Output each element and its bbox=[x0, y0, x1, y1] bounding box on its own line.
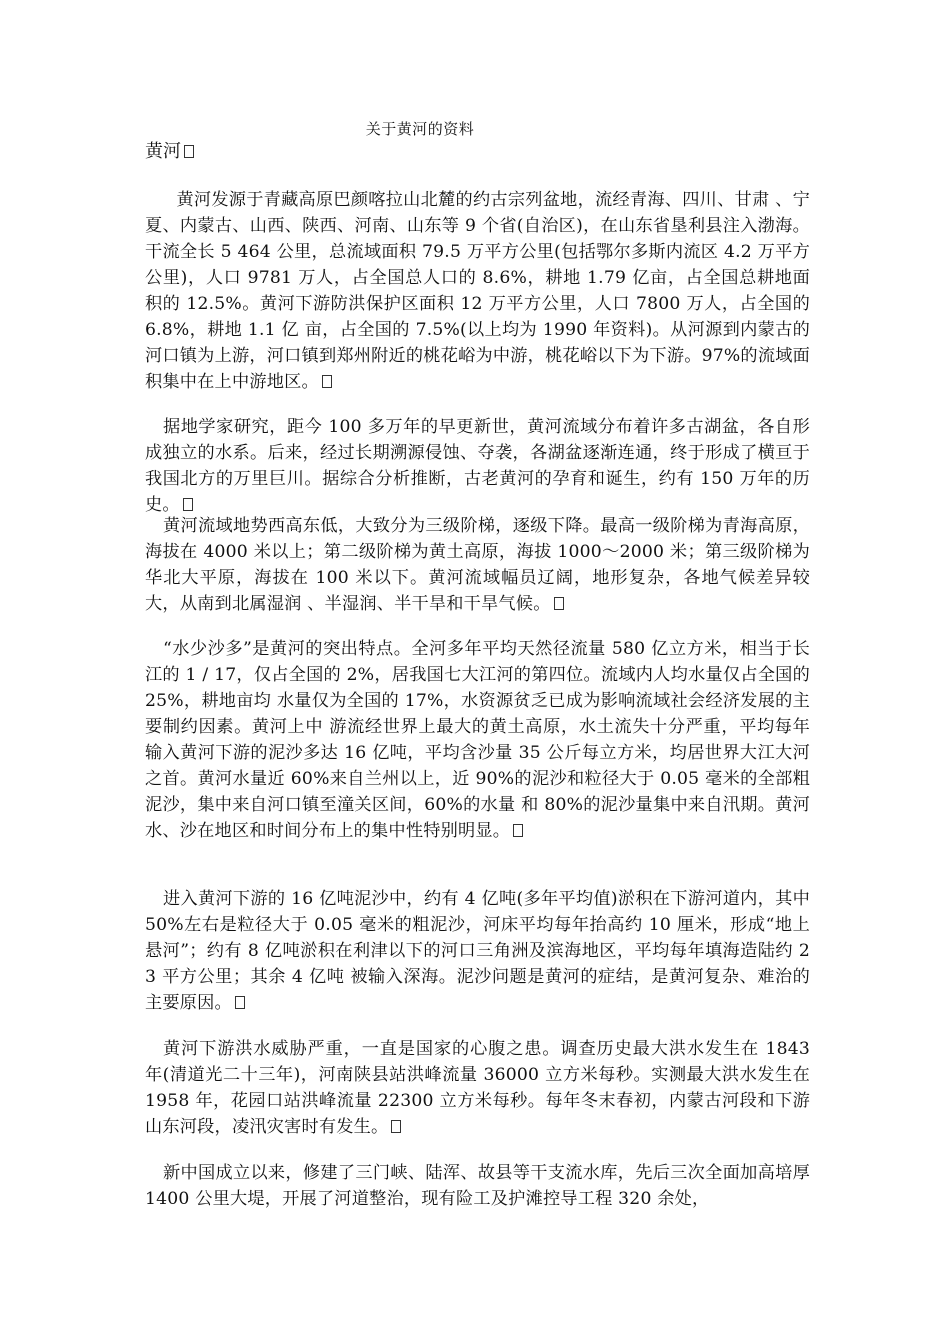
document-title: 关于黄河的资料 bbox=[365, 120, 475, 138]
placeholder-box-icon bbox=[391, 1120, 401, 1133]
paragraph-2-text: 据地学家研究，距今 100 多万年的早更新世，黄河流域分布着许多古湖盆，各自形成独立的水系。后来，经过长期溯源侵蚀、夺袭，各湖盆逐渐连通，终于形成了横亘于我国北方的万里巨川。据综合分析推断，古老黄河的孕育和诞生，约有 150 万年的历史。 bbox=[145, 417, 810, 515]
paragraph-5 bbox=[145, 886, 810, 1016]
paragraph-5-text: 进入黄河下游的 16 亿吨泥沙中，约有 4 亿吨(多年平均值)淤积在下游河道内，其中 50%左右是粒径大于 0.05 毫米的粗泥沙，河床平均每年抬高约 10 厘米，形成“地上悬河”；约有 8 亿吨淤积在利津以下的河口三角洲及滨海地区，平均每年填海造陆约 23 平方公里；其余 4 亿吨 被输入深海。泥沙问题是黄河的症结，是黄河复杂、难治的主要原因。 bbox=[145, 889, 810, 1013]
paragraph-2 bbox=[145, 414, 810, 518]
section-heading bbox=[145, 140, 194, 164]
paragraph-3 bbox=[145, 513, 810, 617]
paragraph-7-text: 新中国成立以来，修建了三门峡、陆浑、故县等干支流水库，先后三次全面加高培厚 1400 公里大堤，开展了河道整治，现有险工及护滩控导工程 320 余处， bbox=[145, 1163, 810, 1209]
paragraph-4 bbox=[145, 636, 810, 844]
paragraph-3-text: 黄河流域地势西高东低，大致分为三级阶梯，逐级下降。最高一级阶梯为青海高原，海拔在 4000 米以上；第二级阶梯为黄土高原，海拔 1000～2000 米；第三级阶梯为华北大平原，海拔在 100 米以下。黄河流域幅员辽阔，地形复杂，各地气候差异较大，从南到北属湿润 、半湿润、半干旱和干旱气候。 bbox=[145, 516, 810, 614]
placeholder-box-icon bbox=[513, 824, 523, 837]
placeholder-box-icon bbox=[184, 145, 194, 158]
paragraph-6-text: 黄河下游洪水威胁严重，一直是国家的心腹之患。调查历史最大洪水发生在 1843 年(清道光二十三年)，河南陕县站洪峰流量 36000 立方米每秒。实测最大洪水发生在 1958 年，花园口站洪峰流量 22300 立方米每秒。每年冬末春初，内蒙古河段和下游山东河段，凌汛灾害时有发生。 bbox=[145, 1039, 810, 1137]
paragraph-6 bbox=[145, 1036, 810, 1140]
placeholder-box-icon bbox=[183, 498, 193, 511]
paragraph-7 bbox=[145, 1160, 810, 1212]
placeholder-box-icon bbox=[554, 597, 564, 610]
paragraph-1 bbox=[145, 187, 810, 395]
paragraph-1-text: 黄河发源于青藏高原巴颜喀拉山北麓的约古宗列盆地，流经青海、四川、甘肃 、宁夏、内蒙古、山西、陕西、河南、山东等 9 个省(自治区)，在山东省垦利县注入渤海。 干流全长 5 464 公里，总流域面积 79.5 万平方公里(包括鄂尔多斯内流区 4.2 万平方公里)，人口 9781 万人，占全国总人口的 8.6%，耕地 1.79 亿亩，占全国总耕地面积的 12.5%。黄河下游防洪保护区面积 12 万平方公里，人口 7800 万人，占全国的 6.8%，耕地 1.1 亿 亩，占全国的 7.5%(以上均为 1990 年资料)。从河源到内蒙古的河口镇为上游，河口镇到郑州附近的桃花峪为中游，桃花峪以下为下游。97%的流域面积集中在上中游地区。 bbox=[145, 190, 810, 392]
placeholder-box-icon bbox=[235, 996, 245, 1009]
paragraph-4-text: “水少沙多”是黄河的突出特点。全河多年平均天然径流量 580 亿立方米，相当于长江的 1 / 17，仅占全国的 2%，居我国七大江河的第四位。流域内人均水量仅占全国的 25%，耕地亩均 水量仅为全国的 17%，水资源贫乏已成为影响流域社会经济发展的主要制约因素。黄河上中 游流经世界上最大的黄土高原，水土流失十分严重，平均每年输入黄河下游的泥沙多达 16 亿吨，平均含沙量 35 公斤每立方米，均居世界大江大河之首。黄河水量近 60%来自兰州以上，近 90%的泥沙和粒径大于 0.05 毫米的全部粗泥沙，集中来自河口镇至潼关区间，60%的水量 和 80%的泥沙量集中来自汛期。黄河水、沙在地区和时间分布上的集中性特别明显。 bbox=[145, 639, 810, 841]
placeholder-box-icon bbox=[322, 375, 332, 388]
heading-text: 黄河 bbox=[145, 141, 181, 162]
